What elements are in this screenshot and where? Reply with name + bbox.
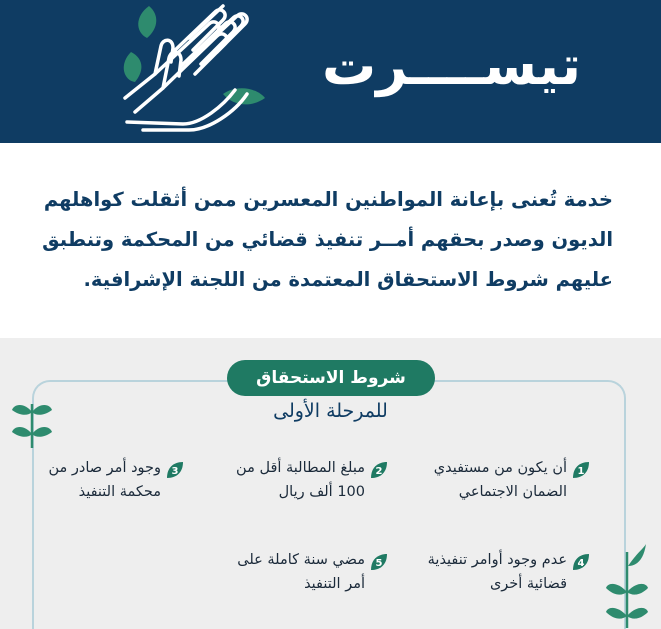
condition-line: أن يكون من مستفيدي xyxy=(433,460,567,476)
leaf-sprig-icon xyxy=(10,398,54,448)
condition-line: مضي سنة كاملة على xyxy=(237,552,365,568)
svg-text:2: 2 xyxy=(375,466,383,477)
condition-line: وجود أمر صادر من xyxy=(48,460,161,476)
description-line: عليهم شروط الاستحقاق المعتمدة من اللجنة الإشرافية. xyxy=(83,268,613,291)
svg-text:5: 5 xyxy=(375,558,383,569)
condition-line: أمر التنفيذ xyxy=(304,576,365,592)
condition-item-5 xyxy=(237,548,383,596)
condition-line: الضمان الاجتماعي xyxy=(458,484,567,500)
condition-item-1 xyxy=(433,456,585,504)
leaf-number-icon xyxy=(165,460,185,480)
page-title: تيســــرت xyxy=(322,34,581,97)
eligibility-title-badge: شروط الاستحقاق xyxy=(227,360,435,396)
leaf-number-icon xyxy=(369,460,389,480)
condition-line: 100 ألف ريال xyxy=(278,484,365,500)
phase-label: للمرحلة الأولى xyxy=(273,400,388,422)
condition-item-3 xyxy=(48,456,179,504)
condition-line: عدم وجود أوامر تنفيذية xyxy=(427,552,567,568)
hands-with-leaves-icon xyxy=(105,2,275,137)
condition-line: مبلغ المطالبة أقل من xyxy=(236,460,365,476)
description-line: خدمة تُعنى بإعانة المواطنين المعسرين ممن أثقلت كواهلهم xyxy=(43,188,613,211)
description-line: الديون وصدر بحقهم أمــر تنفيذ قضائي من المحكمة وتنطبق xyxy=(42,228,613,251)
condition-item-4 xyxy=(427,548,585,596)
leaf-number-icon xyxy=(571,460,591,480)
svg-text:3: 3 xyxy=(171,466,179,477)
service-description xyxy=(33,180,613,300)
svg-text:4: 4 xyxy=(577,558,585,569)
svg-text:1: 1 xyxy=(577,466,585,477)
condition-item-2 xyxy=(236,456,383,504)
condition-line: محكمة التنفيذ xyxy=(78,484,161,500)
condition-line: قضائية أخرى xyxy=(489,576,567,592)
leaf-sprig-icon xyxy=(604,542,650,628)
leaf-number-icon xyxy=(369,552,389,572)
header-banner xyxy=(0,0,661,143)
leaf-number-icon xyxy=(571,552,591,572)
